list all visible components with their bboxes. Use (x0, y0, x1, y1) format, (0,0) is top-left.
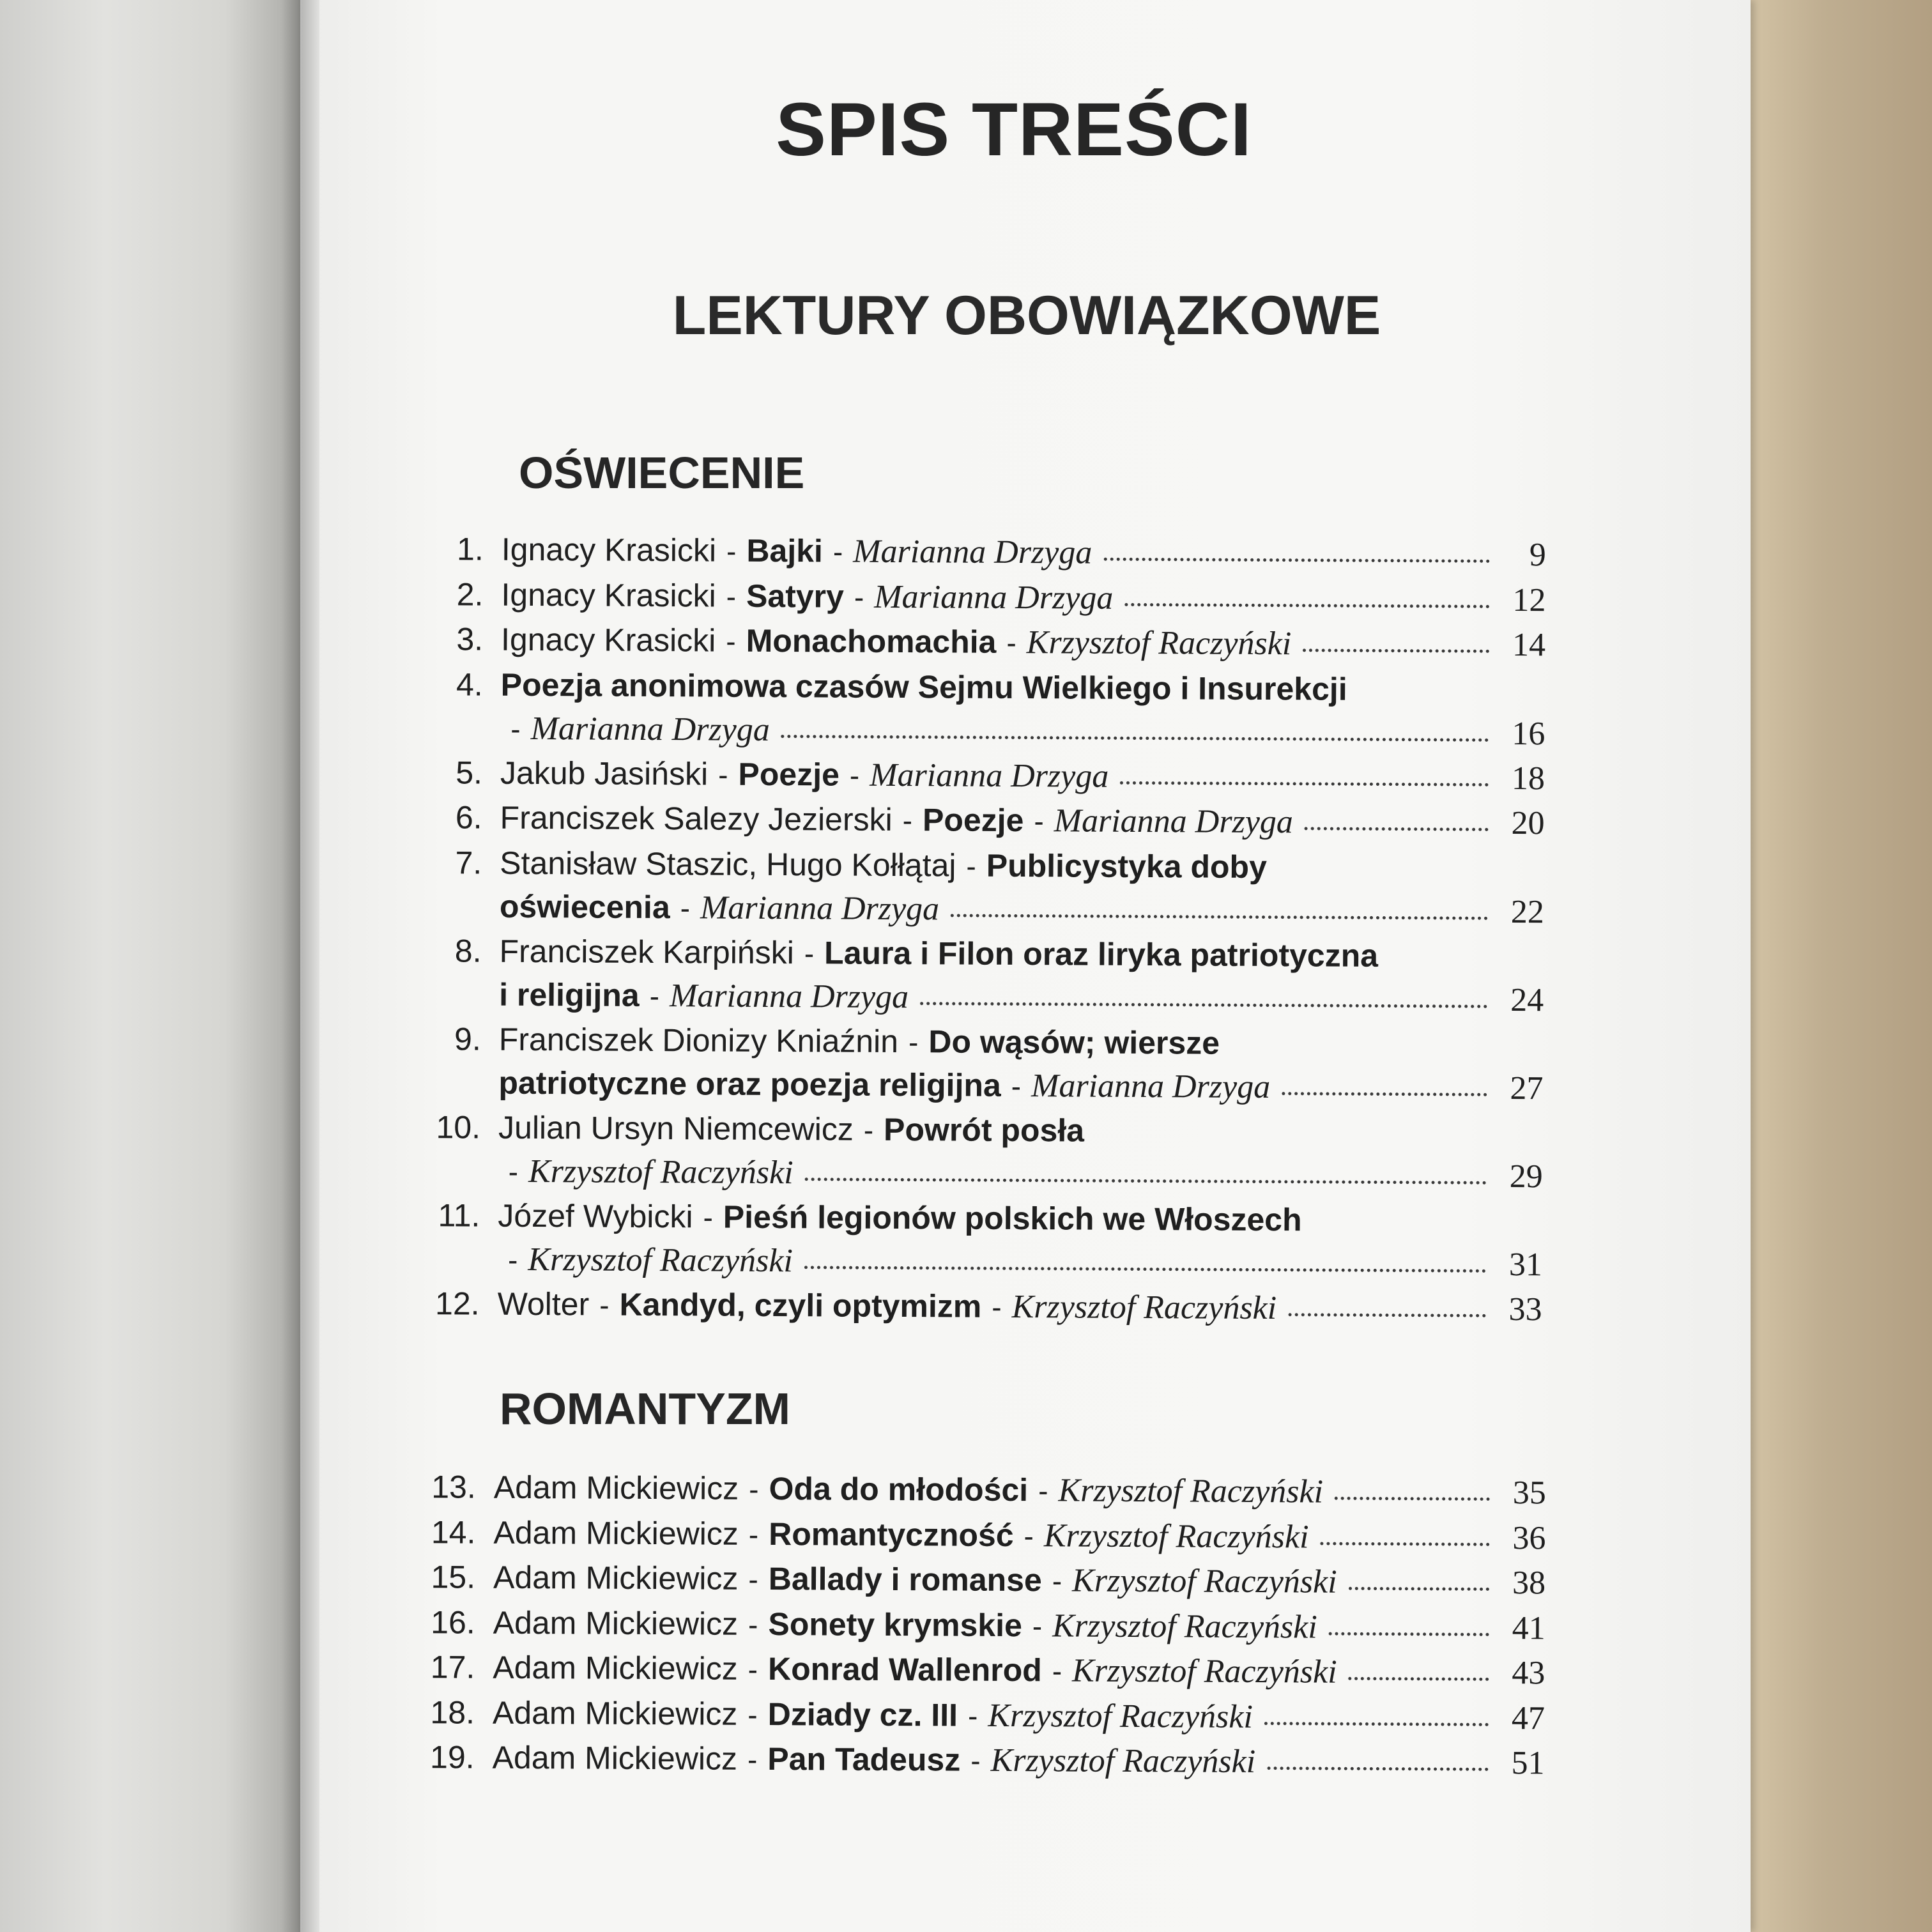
entry-separator: - (703, 1200, 714, 1234)
entry-author: Adam Mickiewicz (493, 1559, 739, 1597)
entry-separator: - (1023, 1519, 1034, 1552)
entry-separator: - (863, 1113, 874, 1147)
entry-page-number: 38 (1512, 1565, 1546, 1602)
entry-number: 5. (456, 754, 483, 791)
entry-author: Jakub Jasiński (500, 755, 709, 792)
entry-separator: - (510, 712, 521, 746)
entry-separator: - (804, 936, 815, 970)
entry-critic: Krzysztof Raczyński (1052, 1607, 1317, 1646)
entry-critic: Marianna Drzyga (700, 889, 940, 927)
toc-entry (409, 530, 1546, 581)
toc-entry (408, 753, 1545, 804)
entry-page-number: 41 (1512, 1609, 1545, 1646)
entry-author: Franciszek Karpiński (499, 933, 794, 970)
entry-separator: - (970, 1744, 981, 1777)
leader-dots (1349, 1587, 1489, 1591)
entry-author: Adam Mickiewicz (493, 1469, 739, 1506)
entry-line (501, 621, 1545, 664)
entry-separator: - (992, 1290, 1002, 1324)
leader-dots (805, 1177, 1487, 1184)
entry-critic: Krzysztof Raczyński (528, 1241, 793, 1279)
entry-author: Stanisław Staszic, Hugo Kołłątaj (500, 845, 956, 883)
entry-line (493, 1604, 1545, 1647)
leader-dots (951, 914, 1488, 919)
entry-number: 2. (456, 576, 484, 613)
entry-title: Pieśń legionów polskich we Włoszech (723, 1199, 1302, 1238)
toc-entry (400, 1648, 1545, 1699)
entry-critic: Krzysztof Raczyński (1058, 1472, 1324, 1510)
entry-number: 15. (431, 1559, 476, 1595)
entry-first-line (405, 1196, 1542, 1245)
toc-entry (406, 1020, 1544, 1114)
entry-first-line (406, 1020, 1544, 1069)
entry-separator: - (1006, 625, 1016, 659)
toc-entry (404, 1284, 1542, 1335)
entry-separator: - (854, 580, 864, 614)
entry-separator: - (747, 1742, 758, 1776)
toc-entry (406, 931, 1544, 1025)
entry-page-number: 29 (1509, 1158, 1543, 1195)
entry-second-line (407, 887, 1544, 937)
entry-author: Adam Mickiewicz (493, 1649, 738, 1687)
entry-page-number: 20 (1511, 805, 1545, 842)
entry-second-line (406, 975, 1544, 1025)
toc-entry (408, 665, 1545, 759)
entry-title: Do wąsów; wiersze (928, 1023, 1220, 1061)
entry-critic: Marianna Drzyga (669, 977, 909, 1015)
section-heading-romantyzm: ROMANTYZM (500, 1384, 790, 1434)
entry-first-line (407, 843, 1544, 893)
entry-number: 11. (438, 1197, 480, 1234)
entry-title: Publicystyka doby (986, 847, 1268, 885)
entry-number: 17. (430, 1649, 475, 1685)
toc-list-oswiecenie (404, 530, 1546, 1335)
entry-line (493, 1694, 1545, 1737)
leader-dots (920, 1002, 1487, 1008)
entry-line (500, 754, 1545, 797)
page-subtitle: LEKTURY OBOWIĄZKOWE (672, 285, 1381, 346)
entry-separator: - (832, 535, 843, 569)
entry-title: Konrad Wallenrod (767, 1651, 1042, 1689)
entry-line (498, 1285, 1542, 1328)
entry-line (494, 1469, 1546, 1512)
entry-title: Romantyczność (769, 1515, 1014, 1553)
entry-separator: - (726, 534, 737, 568)
entry-critic: Marianna Drzyga (530, 710, 770, 748)
entry-separator: - (966, 849, 976, 883)
entry-author: Franciszek Dionizy Kniaźnin (498, 1021, 899, 1059)
toc-entry (407, 843, 1545, 937)
entry-page-number: 31 (1508, 1246, 1543, 1283)
entry-critic: Krzysztof Raczyński (1026, 624, 1292, 663)
toc-entry (405, 1196, 1543, 1290)
leader-dots (1335, 1497, 1490, 1501)
entry-separator: - (1052, 1654, 1062, 1688)
entry-line (493, 1559, 1545, 1602)
toc-list-romantyzm (399, 1468, 1546, 1790)
entry-second-line (406, 1063, 1543, 1114)
entry-number: 10. (436, 1108, 481, 1146)
entry-author: Adam Mickiewicz (493, 1514, 739, 1552)
entry-title: Dziady cz. III (767, 1696, 958, 1733)
leader-dots (1267, 1767, 1488, 1771)
entry-title: Poezje (922, 802, 1024, 839)
entry-critic: Krzysztof Raczyński (1043, 1517, 1309, 1555)
entry-author: Ignacy Krasicki (500, 621, 716, 659)
entry-author: Ignacy Krasicki (501, 576, 716, 614)
entry-separator: - (599, 1288, 610, 1322)
entry-separator: - (507, 1243, 518, 1276)
entry-separator: - (1034, 804, 1044, 838)
entry-separator: - (680, 891, 691, 924)
entry-critic: Marianna Drzyga (1031, 1067, 1271, 1105)
leader-dots (781, 735, 1489, 742)
entry-number: 9. (454, 1020, 481, 1057)
entry-line (493, 1649, 1545, 1692)
entry-title: Satyry (746, 578, 845, 615)
entry-number: 14. (431, 1514, 476, 1551)
entry-author: Ignacy Krasicki (501, 531, 717, 569)
toc-entry (400, 1693, 1545, 1744)
entry-page-number: 47 (1511, 1699, 1545, 1736)
entry-author: Julian Ursyn Niemcewicz (498, 1109, 854, 1147)
entry-page-number: 22 (1510, 893, 1545, 930)
entry-second-line (408, 709, 1545, 759)
entry-second-line (406, 1151, 1543, 1202)
entry-second-line (405, 1239, 1542, 1290)
leader-dots (1103, 558, 1490, 563)
entry-page-number: 33 (1508, 1291, 1542, 1328)
entry-number: 18. (430, 1694, 475, 1731)
entry-separator: - (1052, 1564, 1062, 1598)
leader-dots (1264, 1722, 1489, 1726)
entry-number: 12. (435, 1285, 480, 1322)
leader-dots (1124, 602, 1489, 608)
entry-line (492, 1739, 1544, 1782)
entry-page-number: 27 (1510, 1070, 1544, 1107)
entry-separator: - (747, 1698, 758, 1731)
entry-separator: - (649, 979, 660, 1013)
entry-separator: - (748, 1562, 758, 1596)
entry-first-line (406, 931, 1544, 981)
entry-title: Oda do młodości (769, 1471, 1029, 1508)
toc-entry (401, 1603, 1545, 1654)
leader-dots (1349, 1677, 1489, 1681)
entry-number: 16. (431, 1604, 475, 1641)
toc-entry (407, 799, 1544, 850)
entry-critic: Marianna Drzyga (870, 756, 1109, 795)
entry-separator: - (726, 624, 736, 658)
entry-critic: Krzysztof Raczyński (990, 1742, 1256, 1781)
entry-separator: - (902, 804, 913, 838)
entry-separator: - (1038, 1474, 1048, 1508)
entry-title: Poezja anonimowa czasów Sejmu Wielkiego i Insurekcji (500, 666, 1347, 707)
toc-entry (406, 1108, 1544, 1202)
entry-separator: - (508, 1154, 519, 1188)
entry-number: 19. (429, 1739, 475, 1775)
entry-number: 1. (456, 531, 484, 567)
toc-entry (399, 1738, 1544, 1790)
leader-dots (1305, 827, 1489, 831)
entry-separator: - (747, 1652, 758, 1686)
entry-title: Bajki (746, 532, 824, 569)
entry-line (502, 531, 1546, 574)
entry-critic: Krzysztof Raczyński (1071, 1652, 1337, 1690)
entry-author: Adam Mickiewicz (492, 1739, 738, 1777)
entry-page-number: 43 (1512, 1655, 1545, 1692)
entry-critic: Marianna Drzyga (853, 533, 1092, 571)
entry-author: Wolter (497, 1285, 590, 1322)
toc-entry (401, 1513, 1545, 1564)
entry-first-line (406, 1108, 1543, 1157)
entry-first-line (408, 665, 1545, 714)
entry-title: Kandyd, czyli optymizm (619, 1286, 982, 1324)
toc-entry (401, 1558, 1545, 1609)
entry-number: 13. (431, 1469, 476, 1505)
entry-title-continued: patriotyczne oraz poezja religijna (498, 1064, 1001, 1103)
toc-entry (401, 1468, 1546, 1519)
entry-page-number: 35 (1512, 1475, 1546, 1512)
section-heading-oswiecenie: OŚWIECENIE (519, 448, 805, 498)
entry-title: Pan Tadeusz (767, 1741, 961, 1778)
leader-dots (1329, 1632, 1489, 1636)
entry-separator: - (749, 1472, 759, 1506)
leader-dots (804, 1266, 1486, 1273)
entry-line (493, 1514, 1545, 1557)
entry-page-number: 12 (1512, 581, 1546, 618)
entry-separator: - (1032, 1609, 1043, 1643)
entry-line (500, 799, 1544, 843)
entry-author: Adam Mickiewicz (493, 1604, 739, 1642)
entry-page-number: 51 (1511, 1745, 1545, 1782)
entry-separator: - (747, 1607, 758, 1641)
entry-separator: - (849, 758, 860, 792)
entry-number: 7. (455, 844, 482, 881)
entry-title: Ballady i romanse (768, 1561, 1042, 1598)
entry-page-number: 18 (1511, 760, 1545, 797)
toc-entry (408, 575, 1545, 626)
leader-dots (1288, 1313, 1485, 1317)
entry-number: 3. (456, 621, 484, 657)
entry-title: Powrót posła (883, 1111, 1085, 1149)
entry-author: Franciszek Salezy Jezierski (500, 799, 893, 838)
entry-number: 4. (456, 666, 483, 703)
entry-separator: - (967, 1699, 978, 1733)
entry-critic: Marianna Drzyga (1054, 802, 1294, 841)
entry-title: Monachomachia (746, 622, 997, 660)
leader-dots (1303, 648, 1489, 653)
entry-critic: Krzysztof Raczyński (1011, 1288, 1277, 1326)
entry-author: Józef Wybicki (498, 1197, 693, 1234)
entry-critic: Krzysztof Raczyński (1071, 1562, 1337, 1600)
entry-critic: Marianna Drzyga (874, 578, 1114, 617)
page-title: SPIS TREŚCI (776, 88, 1252, 172)
entry-number: 6. (455, 799, 482, 836)
entry-title-continued: i religijna (499, 976, 640, 1013)
leader-dots (1320, 1542, 1489, 1545)
entry-separator: - (718, 758, 728, 792)
entry-number: 8. (454, 932, 482, 969)
entry-title: Sonety krymskie (768, 1606, 1023, 1643)
entry-page-number: 24 (1510, 981, 1544, 1018)
leader-dots (1282, 1092, 1487, 1096)
entry-author: Adam Mickiewicz (492, 1694, 738, 1732)
entry-line (501, 576, 1545, 619)
entry-critic: Krzysztof Raczyński (528, 1153, 793, 1191)
entry-separator: - (726, 579, 737, 613)
entry-separator: - (1011, 1069, 1022, 1103)
entry-separator: - (908, 1025, 919, 1059)
entry-separator: - (748, 1517, 759, 1551)
entry-page-number: 16 (1512, 715, 1545, 752)
entry-page-number: 14 (1512, 627, 1546, 664)
toc-entry (408, 620, 1545, 671)
entry-page-number: 36 (1512, 1519, 1546, 1556)
leader-dots (1120, 781, 1489, 786)
entry-page-number: 9 (1529, 537, 1546, 574)
entry-title: Laura i Filon oraz liryka patriotyczna (824, 934, 1379, 974)
entry-title-continued: oświecenia (499, 888, 670, 925)
entry-title: Poezje (738, 756, 840, 793)
entry-critic: Krzysztof Raczyński (988, 1697, 1254, 1735)
